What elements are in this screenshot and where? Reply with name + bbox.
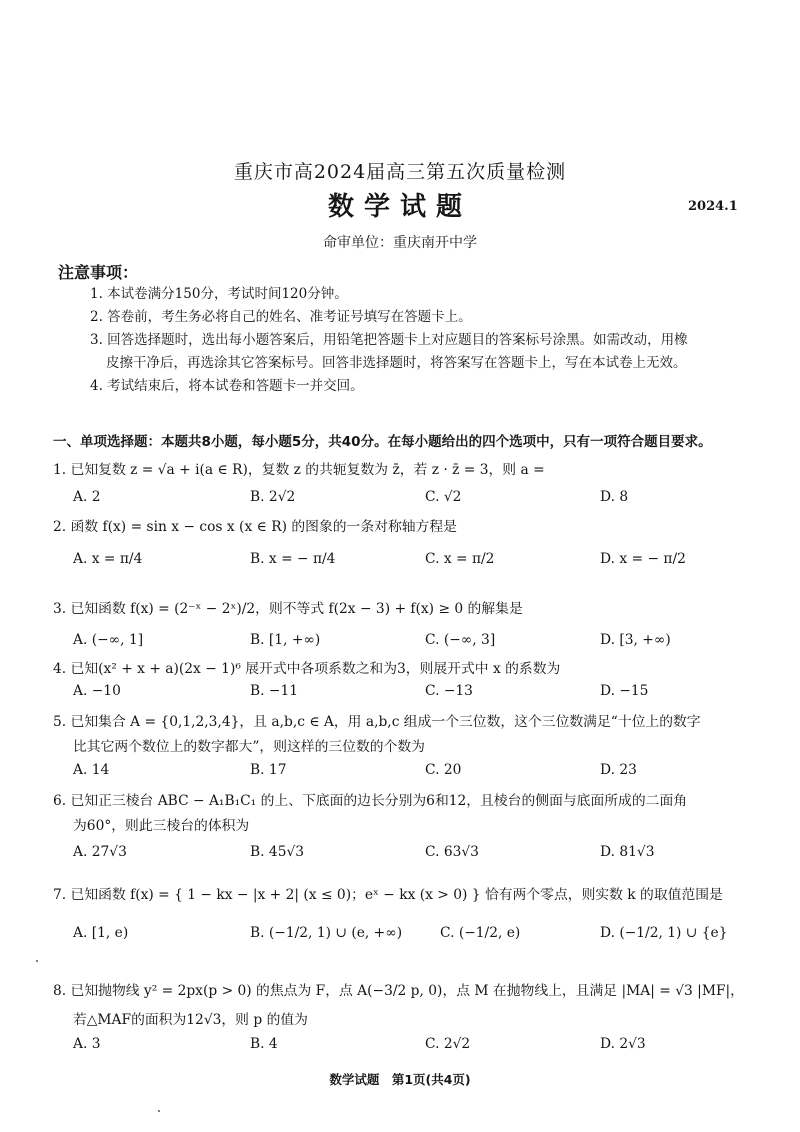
question-1-stem: 1. 已知复数 z = √a + i(a ∈ R)，复数 z 的共轭复数为 z̄，若 z · z̄ = 3，则 a =: [53, 462, 545, 478]
question-2-option-d: D. x = − π/2: [600, 551, 686, 567]
question-1-option-b: B. 2√2: [250, 489, 296, 505]
exam-title: 重庆市高2024届高三第五次质量检测: [233, 161, 567, 183]
question-3-option-a: A. (−∞, 1]: [73, 632, 144, 648]
question-8-stem: 8. 已知抛物线 y² = 2px(p > 0) 的焦点为 F，点 A(−3/2 p, 0)，点 M 在抛物线上，且满足 |MA| = √3 |MF|，: [53, 983, 744, 999]
question-8-option-a: A. 3: [73, 1036, 101, 1052]
notice-item: 2. 答卷前，考生务必将自己的姓名、准考证号填写在答题卡上。: [90, 309, 472, 325]
exam-date: 2024.1: [688, 199, 738, 214]
notice-item: 3. 回答选择题时，选出每小题答案后，用铅笔把答题卡上对应题目的答案标号涂黑。如需改动，用橡: [90, 332, 688, 348]
question-3-option-c: C. (−∞, 3]: [425, 632, 496, 648]
setter-unit: 命审单位：重庆南开中学: [323, 235, 477, 251]
question-1-option-a: A. 2: [73, 489, 101, 505]
question-1-option-d: D. 8: [600, 489, 629, 505]
question-4-option-b: B. −11: [250, 683, 299, 699]
question-6-stem: 6. 已知正三棱台 ABC − A₁B₁C₁ 的上、下底面的边长分别为6和12，且棱台的侧面与底面所成的二面角: [53, 793, 688, 809]
question-6-option-c: C. 63√3: [425, 844, 479, 860]
question-5-stem: 5. 已知集合 A = {0,1,2,3,4}，且 a,b,c ∈ A，用 a,b,c 组成一个三位数，这个三位数满足“十位上的数字: [53, 714, 701, 730]
question-8-option-c: C. 2√2: [425, 1036, 471, 1052]
question-8-option-d: D. 2√3: [600, 1036, 646, 1052]
notice-item: 1. 本试卷满分150分，考试时间120分钟。: [90, 286, 348, 302]
question-7-option-d: D. (−1/2, 1) ∪ {e}: [600, 925, 728, 941]
section-heading: 一、单项选择题：本题共8小题，每小题5分，共40分。在每小题给出的四个选项中，只有一项符合题目要求。: [53, 434, 712, 450]
question-4-stem: 4. 已知(x² + x + a)(2x − 1)⁶ 展开式中各项系数之和为3，则展开式中 x 的系数为: [53, 661, 561, 677]
question-7-stem: 7. 已知函数 f(x) = { 1 − kx − |x + 2| (x ≤ 0)；eˣ − kx (x > 0) } 恰有两个零点，则实数 k 的取值范围是: [53, 887, 723, 903]
question-4-option-a: A. −10: [73, 683, 121, 699]
page-footer: 数学试题 第1页(共4页): [329, 1072, 471, 1087]
question-6-option-b: B. 45√3: [250, 844, 305, 860]
question-7-option-c: C. (−1/2, e): [440, 925, 521, 941]
question-2-stem: 2. 函数 f(x) = sin x − cos x (x ∈ R) 的图象的一条对称轴方程是: [53, 519, 457, 535]
question-3-option-b: B. [1, +∞): [250, 632, 321, 648]
question-6-stem-cont: 为60°，则此三棱台的体积为: [73, 818, 250, 834]
notice-item: 皮擦干净后，再选涂其它答案标号。回答非选择题时，将答案写在答题卡上，写在本试卷上无效。: [106, 355, 687, 371]
question-8-stem-cont: 若△MAF的面积为12√3，则 p 的值为: [73, 1012, 308, 1028]
question-2-option-a: A. x = π/4: [73, 551, 143, 567]
question-1-option-c: C. √2: [425, 489, 462, 505]
question-3-option-d: D. [3, +∞): [600, 632, 671, 648]
question-2-option-c: C. x = π/2: [425, 551, 495, 567]
question-5-option-c: C. 20: [425, 762, 462, 778]
question-4-option-d: D. −15: [600, 683, 649, 699]
question-7-option-a: A. [1, e): [73, 925, 129, 941]
notice-item: 4. 考试结束后，将本试卷和答题卡一并交回。: [90, 378, 364, 394]
scan-speck: [36, 960, 38, 962]
question-2-option-b: B. x = − π/4: [250, 551, 336, 567]
question-6-option-d: D. 81√3: [600, 844, 655, 860]
question-7-option-b: B. (−1/2, 1) ∪ (e, +∞): [250, 925, 403, 941]
scan-speck: [158, 1110, 160, 1112]
question-5-stem-cont: 比其它两个数位上的数字都大”，则这样的三位数的个数为: [73, 739, 425, 755]
question-5-option-d: D. 23: [600, 762, 637, 778]
subject-title: 数学试题: [327, 192, 472, 222]
question-5-option-a: A. 14: [73, 762, 110, 778]
question-6-option-a: A. 27√3: [73, 844, 127, 860]
question-5-option-b: B. 17: [250, 762, 287, 778]
question-4-option-c: C. −13: [425, 683, 473, 699]
notice-title: 注意事项：: [58, 263, 139, 282]
question-3-stem: 3. 已知函数 f(x) = (2⁻ˣ − 2ˣ)/2，则不等式 f(2x − 3) + f(x) ≥ 0 的解集是: [53, 601, 523, 617]
question-8-option-b: B. 4: [250, 1036, 278, 1052]
